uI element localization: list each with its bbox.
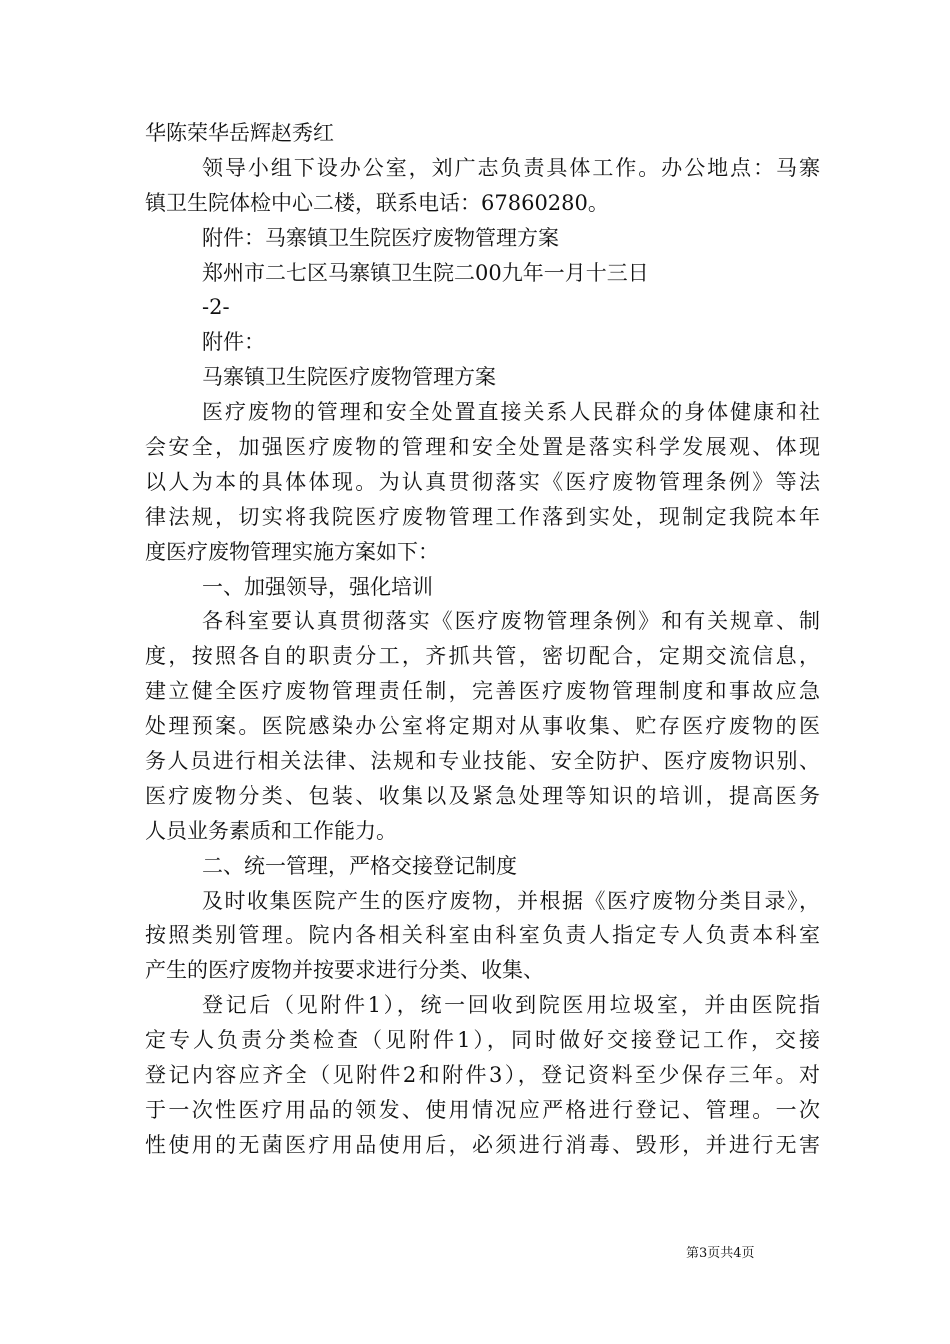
text-line: 度，按照各自的职责分工，齐抓共管，密切配合，定期交流信息，: [145, 644, 820, 669]
text-line: 一、加强领导，强化培训: [202, 574, 433, 599]
text-line: 于一次性医疗用品的领发、使用情况应严格进行登记、管理。一次: [145, 1097, 820, 1122]
document-body: [145, 116, 820, 1163]
text-line: 定专人负责分类检查（见附件1），同时做好交接登记工作，交接: [145, 1028, 820, 1053]
text-line: 会安全，加强医疗废物的管理和安全处置是落实科学发展观、体现: [145, 435, 820, 460]
text-line: 附件：: [202, 330, 265, 355]
text-line: 二、统一管理，严格交接登记制度: [202, 853, 517, 878]
text-line: 性使用的无菌医疗用品使用后，必须进行消毒、毁形，并进行无害: [145, 1132, 820, 1157]
text-line: 务人员进行相关法律、法规和专业技能、安全防护、医疗废物识别、: [145, 749, 820, 774]
text-line: 建立健全医疗废物管理责任制，完善医疗废物管理制度和事故应急: [145, 679, 820, 704]
text-line: 医疗废物的管理和安全处置直接关系人民群众的身体健康和社: [202, 400, 820, 425]
text-line: 登记内容应齐全（见附件2和附件3），登记资料至少保存三年。对: [145, 1063, 820, 1088]
text-line: 产生的医疗废物并按要求进行分类、收集、: [145, 958, 544, 983]
text-line: 度医疗废物管理实施方案如下：: [145, 539, 439, 564]
text-line: 按照类别管理。院内各相关科室由科室负责人指定专人负责本科室: [145, 923, 820, 948]
text-line: 马寨镇卫生院医疗废物管理方案: [202, 365, 496, 390]
text-line: 以人为本的具体体现。为认真贯彻落实《医疗废物管理条例》等法: [145, 469, 820, 494]
text-line: 医疗废物分类、包装、收集以及紧急处理等知识的培训，提高医务: [145, 783, 820, 808]
text-line: 处理预案。医院感染办公室将定期对从事收集、贮存医疗废物的医: [145, 714, 820, 739]
text-line: 人员业务素质和工作能力。: [145, 818, 397, 843]
page-footer: 第3页共4页: [686, 1246, 755, 1261]
text-line: 及时收集医院产生的医疗废物，并根据《医疗废物分类目录》，: [202, 888, 820, 913]
text-line: 附件：马寨镇卫生院医疗废物管理方案: [202, 225, 559, 250]
text-line: 各科室要认真贯彻落实《医疗废物管理条例》和有关规章、制: [202, 609, 820, 634]
text-line: 华陈荣华岳辉赵秀红: [145, 121, 334, 145]
text-line: -2-: [202, 295, 230, 320]
text-line: 登记后（见附件1），统一回收到院医用垃圾室，并由医院指: [202, 993, 820, 1018]
text-line: 郑州市二七区马寨镇卫生院二00九年一月十三日: [202, 260, 649, 285]
text-line: 镇卫生院体检中心二楼，联系电话：67860280。: [145, 190, 609, 215]
text-line: 律法规，切实将我院医疗废物管理工作落到实处，现制定我院本年: [145, 504, 820, 529]
text-line: 领导小组下设办公室，刘广志负责具体工作。办公地点：马寨: [202, 155, 820, 180]
